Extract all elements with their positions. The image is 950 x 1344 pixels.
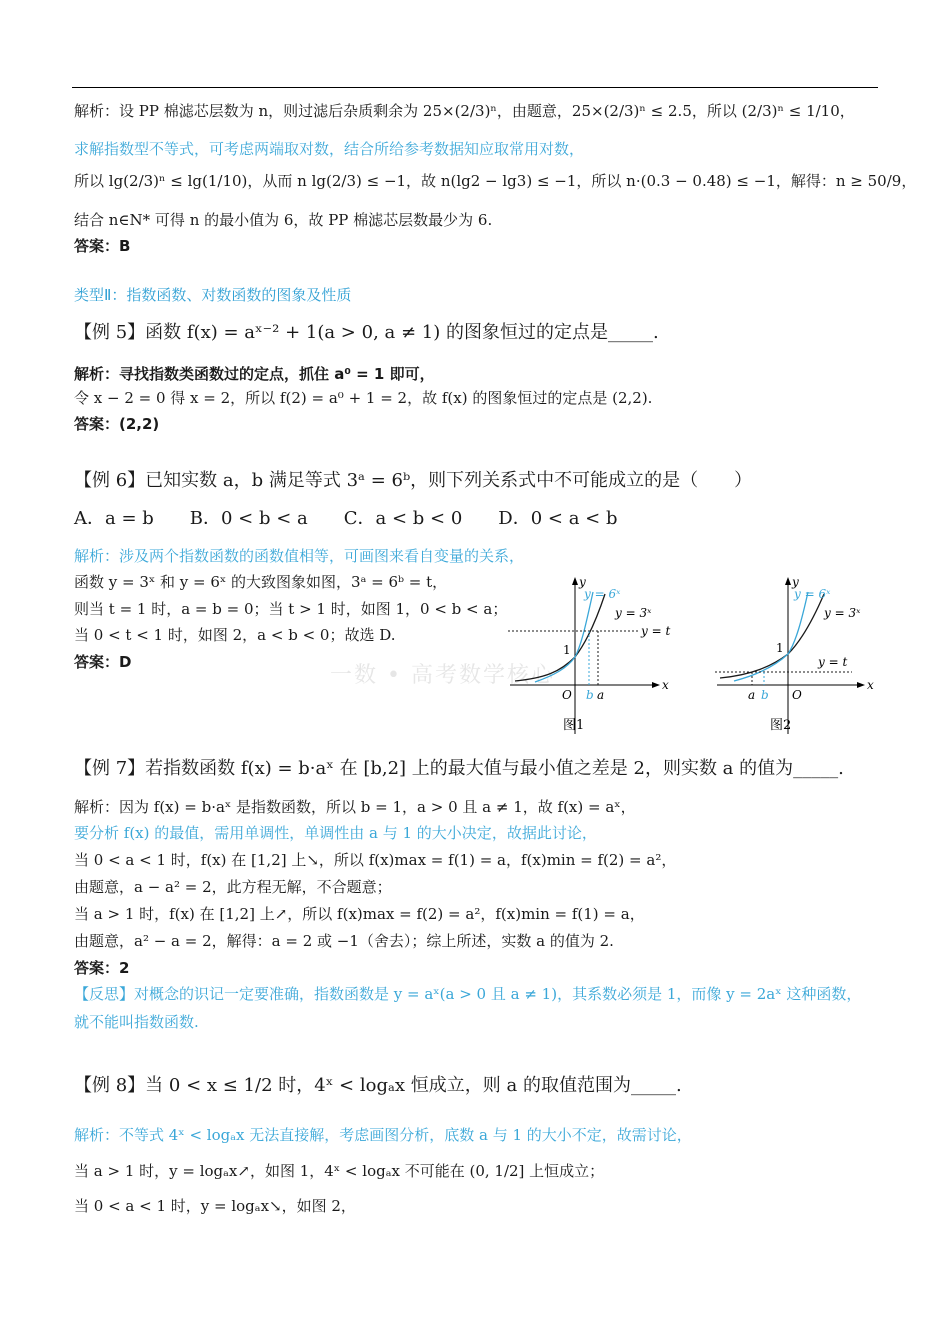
example-6-solution-1: 函数 y = 3ˣ 和 y = 6ˣ 的大致图象如图，3ᵃ = 6ᵇ = t， xyxy=(74,573,448,591)
one-label: 1 xyxy=(776,641,784,655)
origin-label: O xyxy=(562,688,572,702)
solution-line-2: 所以 lg(2/3)ⁿ ≤ lg(1/10)，从而 n lg(2/3) ≤ −1，故 n(lg2 − lg3) ≤ −1，所以 n·(0.3 − 0.48) ≤ −1，解得：n ≥ 50/9， xyxy=(74,172,917,190)
example-6-options: A．a = b B．0 < b < a C．a < b < 0 D．0 < a < b xyxy=(74,508,618,529)
example-7-solution-5: 由题意，a² − a = 2，解得：a = 2 或 −1（舍去）；综上所述，实数 a 的值为 2. xyxy=(74,932,614,950)
example-6-question: 【例 6】已知实数 a，b 满足等式 3ᵃ = 6ᵇ，则下列关系式中不可能成立的是（ ） xyxy=(74,470,753,491)
x-label: x xyxy=(867,678,874,692)
x-label: x xyxy=(662,678,669,692)
example-8-solution-1: 当 a > 1 时，y = logₐx↗，如图 1，4ˣ < logₐx 不可能在 (0, 1/2] 上恒成立； xyxy=(74,1162,605,1180)
origin-label: O xyxy=(792,688,802,702)
x-arrow-icon xyxy=(652,682,660,688)
reflection-line-2: 就不能叫指数函数. xyxy=(74,1013,199,1031)
example-6-hint: 解析：涉及两个指数函数的函数值相等，可画图来看自变量的关系， xyxy=(74,547,525,565)
y-label: y xyxy=(579,575,586,589)
y-arrow-icon xyxy=(572,577,578,585)
figure-caption: 图2 xyxy=(770,718,792,733)
y-arrow-icon xyxy=(785,577,791,585)
example-6-solution-2: 则当 t = 1 时，a = b = 0；当 t > 1 时，如图 1，0 < b < a； xyxy=(74,600,508,618)
curve3-label: y = 3ˣ xyxy=(615,606,652,620)
solution-line-3: 结合 n∈N* 可得 n 的最小值为 6，故 PP 棉滤芯层数最少为 6. xyxy=(74,211,493,229)
example-8-hint: 解析：不等式 4ˣ < logₐx 无法直接解，考虑画图分析，底数 a 与 1 的大小不定，故需讨论， xyxy=(74,1126,692,1144)
example-5-solution: 令 x − 2 = 0 得 x = 2，所以 f(2) = a⁰ + 1 = 2，故 f(x) 的图象恒过的定点是 (2,2). xyxy=(74,389,653,407)
t-label: y = t xyxy=(818,655,848,669)
solution-line-1: 解析：设 PP 棉滤芯层数为 n，则过滤后杂质剩余为 25×(2/3)ⁿ，由题意，25×(2/3)ⁿ ≤ 2.5，所以 (2/3)ⁿ ≤ 1/10， xyxy=(74,102,855,120)
figure-2 xyxy=(712,574,882,739)
figure-1 xyxy=(505,574,675,739)
curve6-label: y = 6ˣ xyxy=(584,587,621,601)
reflection-line-1: 【反思】对概念的识记一定要准确，指数函数是 y = aˣ(a > 0 且 a ≠ 1)，其系数必须是 1，而像 y = 2aˣ 这种函数， xyxy=(74,985,862,1003)
example-8-solution-2: 当 0 < a < 1 时，y = logₐx↘，如图 2， xyxy=(74,1197,356,1215)
hint-text: 解析：寻找指数类函数过的定点，抓住 a⁰ = 1 即可， xyxy=(74,365,435,383)
answer-5: 答案：(2,2) xyxy=(74,415,160,433)
example-5-question: 【例 5】函数 f(x) = aˣ⁻² + 1(a > 0, a ≠ 1) 的图象恒过的定点是_____. xyxy=(74,322,659,343)
t-label: y = t xyxy=(641,624,671,638)
example-6-solution-3: 当 0 < t < 1 时，如图 2，a < b < 0；故选 D. xyxy=(74,626,396,644)
y-label: y xyxy=(792,575,799,589)
top-rule xyxy=(72,87,878,88)
curve-6x xyxy=(734,592,808,681)
example-7-solution-4: 当 a > 1 时，f(x) 在 [1,2] 上↗，所以 f(x)max = f(2) = a²，f(x)min = f(1) = a， xyxy=(74,905,645,923)
example-8-question: 【例 8】当 0 < x ≤ 1/2 时，4ˣ < logₐx 恒成立，则 a 的取值范围为_____. xyxy=(74,1075,682,1096)
example-7-solution-3: 由题意，a − a² = 2，此方程无解，不合题意； xyxy=(74,878,392,896)
example-5-hint xyxy=(74,363,435,384)
curve-3x xyxy=(515,594,605,681)
watermark: 一数 • 高考数学核心 xyxy=(330,663,555,688)
b-label: b xyxy=(761,688,769,702)
hint-line-1: 求解指数型不等式，可考虑两端取对数，结合所给参考数据知应取常用对数， xyxy=(74,140,585,158)
answer-7: 答案：2 xyxy=(74,959,130,977)
example-7-hint: 要分析 f(x) 的最值，需用单调性，单调性由 a 与 1 的大小决定，故据此讨论， xyxy=(74,824,597,842)
curve6-label: y = 6ˣ xyxy=(794,587,831,601)
curve-6x xyxy=(535,592,593,682)
b-label: b xyxy=(586,688,594,702)
a-label: a xyxy=(597,688,605,702)
curve3-label: y = 3ˣ xyxy=(824,606,861,620)
figure-caption: 图1 xyxy=(563,718,585,733)
one-label: 1 xyxy=(563,643,571,657)
answer-1: 答案：B xyxy=(74,237,131,255)
example-7-solution-1: 解析：因为 f(x) = b·aˣ 是指数函数，所以 b = 1，a > 0 且 a ≠ 1，故 f(x) = aˣ， xyxy=(74,798,636,816)
a-label: a xyxy=(748,688,756,702)
answer-6: 答案：D xyxy=(74,653,132,671)
example-7-question: 【例 7】若指数函数 f(x) = b·aˣ 在 [b,2] 上的最大值与最小值之差是 2，则实数 a 的值为_____. xyxy=(74,758,844,779)
section-heading: 类型Ⅱ：指数函数、对数函数的图象及性质 xyxy=(74,286,352,304)
x-arrow-icon xyxy=(857,682,865,688)
example-7-solution-2: 当 0 < a < 1 时，f(x) 在 [1,2] 上↘，所以 f(x)max = f(1) = a，f(x)min = f(2) = a²， xyxy=(74,851,677,869)
